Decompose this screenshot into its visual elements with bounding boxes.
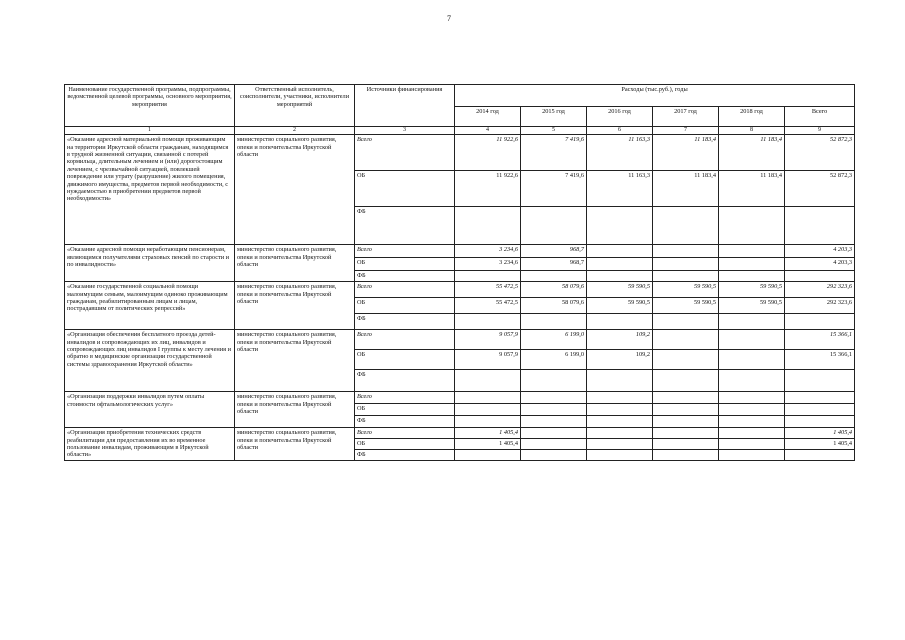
expense-value: [719, 258, 785, 271]
expense-value: 11 922,6: [455, 171, 521, 207]
expense-value: [785, 392, 855, 404]
expense-value: [653, 392, 719, 404]
expense-value: 58 079,6: [521, 298, 587, 314]
expense-value: 6 199,0: [521, 330, 587, 350]
measure-name: «Оказание адресной материальной помощи проживающим на территории Иркутской области гражданам, находящимся в трудной жизненной ситуации, связанной с потерей кормильца, длительным лечением и (или) дорогостоящим лечением, с чрезвычайной ситуацией, повлекшей повреждение или утрату (разрушение) жилого помещения, движимого имущества, предметов первой необходимости, с нуждаемостью в приобретении предметов первой необходимости»: [65, 135, 235, 245]
expense-value: [719, 370, 785, 392]
expense-value: 59 590,5: [653, 282, 719, 298]
header-responsible: Ответственный исполнитель, соисполнители, участники, исполнители мероприятий: [235, 85, 355, 127]
expense-value: [587, 207, 653, 245]
expense-value: 15 366,1: [785, 330, 855, 350]
expense-value: [521, 370, 587, 392]
expense-value: 58 079,6: [521, 282, 587, 298]
header-source: Источники финансирования: [355, 85, 455, 127]
expense-value: 4 203,3: [785, 245, 855, 258]
expense-value: [719, 428, 785, 439]
expense-value: [455, 207, 521, 245]
funding-source: ФБ: [355, 207, 455, 245]
expense-value: [587, 392, 653, 404]
expense-value: [587, 258, 653, 271]
col-number: 5: [521, 127, 587, 135]
expense-value: 7 419,6: [521, 171, 587, 207]
funding-source: Всего: [355, 330, 455, 350]
expense-value: 1 405,4: [455, 428, 521, 439]
expense-value: [653, 258, 719, 271]
expense-value: [785, 314, 855, 330]
expense-value: 52 872,3: [785, 171, 855, 207]
expense-value: [587, 404, 653, 416]
expense-value: [587, 271, 653, 282]
header-year: 2018 год: [719, 107, 785, 127]
expense-value: 7 419,6: [521, 135, 587, 171]
funding-source: Всего: [355, 135, 455, 171]
expense-value: [785, 271, 855, 282]
header-name: Наименование государственной программы, подпрограммы, ведомственной целевой программы, основного мероприятия, мероприятия: [65, 85, 235, 127]
expense-value: 59 590,5: [653, 298, 719, 314]
expense-value: [719, 330, 785, 350]
table-row: [65, 245, 855, 258]
expense-value: [521, 271, 587, 282]
expense-value: 55 472,5: [455, 298, 521, 314]
header-year: 2014 год: [455, 107, 521, 127]
expense-value: [455, 392, 521, 404]
expense-value: 11 183,4: [653, 135, 719, 171]
funding-source: ОБ: [355, 298, 455, 314]
expense-value: 59 590,5: [719, 298, 785, 314]
col-number: 9: [785, 127, 855, 135]
expense-value: 9 057,9: [455, 350, 521, 370]
funding-source: ОБ: [355, 439, 455, 450]
col-number: 3: [355, 127, 455, 135]
expense-value: [521, 314, 587, 330]
expense-value: [455, 416, 521, 428]
expense-value: [521, 392, 587, 404]
expense-value: [521, 439, 587, 450]
expense-value: [653, 416, 719, 428]
expense-value: [653, 370, 719, 392]
expense-value: [785, 450, 855, 461]
expense-value: 6 199,0: [521, 350, 587, 370]
expense-value: [455, 271, 521, 282]
expense-value: 3 234,6: [455, 258, 521, 271]
funding-source: ФБ: [355, 314, 455, 330]
responsible-executor: министерство социального развития, опеки и попечительства Иркутской области: [235, 282, 355, 330]
table-row: [65, 428, 855, 439]
expense-value: [587, 370, 653, 392]
expense-value: [785, 207, 855, 245]
responsible-executor: министерство социального развития, опеки и попечительства Иркутской области: [235, 428, 355, 461]
expense-value: 3 234,6: [455, 245, 521, 258]
funding-source: ОБ: [355, 171, 455, 207]
expense-value: 55 472,5: [455, 282, 521, 298]
expense-value: [719, 314, 785, 330]
expense-value: [521, 428, 587, 439]
expense-value: 15 366,1: [785, 350, 855, 370]
expense-value: [785, 416, 855, 428]
expense-value: [719, 392, 785, 404]
expense-value: [653, 450, 719, 461]
expense-value: [653, 330, 719, 350]
funding-source: ФБ: [355, 370, 455, 392]
expense-value: 292 323,6: [785, 298, 855, 314]
responsible-executor: министерство социального развития, опеки и попечительства Иркутской области: [235, 330, 355, 392]
expense-value: [785, 404, 855, 416]
expense-value: 11 163,3: [587, 171, 653, 207]
expense-value: [653, 207, 719, 245]
funding-source: ФБ: [355, 450, 455, 461]
col-number: 2: [235, 127, 355, 135]
expense-value: [719, 450, 785, 461]
header-year: 2015 год: [521, 107, 587, 127]
expense-value: [719, 416, 785, 428]
expense-value: 59 590,5: [587, 298, 653, 314]
expense-value: 11 163,3: [587, 135, 653, 171]
measure-name: «Организация поддержки инвалидов путем оплаты стоимости офтальмологических услуг»: [65, 392, 235, 428]
expense-value: [653, 428, 719, 439]
expense-value: [653, 271, 719, 282]
col-number: 6: [587, 127, 653, 135]
expense-value: [653, 404, 719, 416]
expense-value: [587, 314, 653, 330]
responsible-executor: министерство социального развития, опеки и попечительства Иркутской области: [235, 245, 355, 282]
col-number: 4: [455, 127, 521, 135]
funding-source: ФБ: [355, 416, 455, 428]
expense-value: 11 183,4: [719, 135, 785, 171]
funding-source: ОБ: [355, 258, 455, 271]
measure-name: «Оказание адресной помощи неработающим пенсионерам, являющимся получателями страховых пенсий по старости и по инвалидности»: [65, 245, 235, 282]
expense-value: 59 590,5: [587, 282, 653, 298]
expense-value: [587, 245, 653, 258]
expense-value: 9 057,9: [455, 330, 521, 350]
responsible-executor: министерство социального развития, опеки и попечительства Иркутской области: [235, 135, 355, 245]
expense-value: [587, 416, 653, 428]
expense-value: 11 183,4: [719, 171, 785, 207]
expense-value: [719, 271, 785, 282]
expense-value: 1 405,4: [455, 439, 521, 450]
expense-value: [587, 450, 653, 461]
col-number: 7: [653, 127, 719, 135]
expense-value: 11 922,6: [455, 135, 521, 171]
funding-source: Всего: [355, 428, 455, 439]
expense-value: [653, 314, 719, 330]
expense-value: [587, 428, 653, 439]
expense-value: 1 405,4: [785, 439, 855, 450]
expense-value: 109,2: [587, 350, 653, 370]
expense-value: [719, 207, 785, 245]
expense-value: [719, 350, 785, 370]
expense-value: [521, 404, 587, 416]
measure-name: «Организация обеспечения бесплатного проезда детей-инвалидов и сопровождающих их лиц, инвалидов и сопровождающих лиц инвалидов I группы к месту лечения и обратно в медицинские организации государственной системы здравоохранения Иркутской области»: [65, 330, 235, 392]
expense-value: [521, 207, 587, 245]
expense-value: 109,2: [587, 330, 653, 350]
page-number: 7: [447, 14, 451, 23]
measure-name: «Оказание государственной социальной помощи малоимущим семьям, малоимущим одиноко проживающим гражданам, реабилитированным лицам и лицам, пострадавшим от политических репрессий»: [65, 282, 235, 330]
funding-source: Всего: [355, 245, 455, 258]
table-row: [65, 135, 855, 171]
measure-name: «Организация приобретения технических средств реабилитации для предоставления их во временное пользование инвалидам, проживающим в Иркутской области»: [65, 428, 235, 461]
header-year: 2017 год: [653, 107, 719, 127]
expense-value: [587, 439, 653, 450]
expense-value: 968,7: [521, 258, 587, 271]
expense-value: [521, 450, 587, 461]
expense-value: [521, 416, 587, 428]
expense-value: [719, 439, 785, 450]
header-year: 2016 год: [587, 107, 653, 127]
table-row: [65, 330, 855, 350]
funding-source: Всего: [355, 282, 455, 298]
funding-source: ОБ: [355, 350, 455, 370]
expense-value: 1 405,4: [785, 428, 855, 439]
responsible-executor: министерство социального развития, опеки и попечительства Иркутской области: [235, 392, 355, 428]
expense-value: [455, 314, 521, 330]
expense-value: [719, 404, 785, 416]
expense-value: [653, 350, 719, 370]
funding-source: ФБ: [355, 271, 455, 282]
expenses-table: [64, 84, 855, 461]
expense-value: 59 590,5: [719, 282, 785, 298]
expense-value: [719, 245, 785, 258]
col-number: 1: [65, 127, 235, 135]
expense-value: 968,7: [521, 245, 587, 258]
expense-value: 292 323,6: [785, 282, 855, 298]
funding-source: Всего: [355, 392, 455, 404]
table-row: [65, 392, 855, 404]
expense-value: [785, 370, 855, 392]
header-total: Всего: [785, 107, 855, 127]
expense-value: [455, 370, 521, 392]
expense-value: [653, 245, 719, 258]
expense-value: [455, 450, 521, 461]
col-number: 8: [719, 127, 785, 135]
expense-value: 4 203,3: [785, 258, 855, 271]
expense-value: 52 872,3: [785, 135, 855, 171]
funding-source: ОБ: [355, 404, 455, 416]
expense-value: [455, 404, 521, 416]
header-expenses: Расходы (тыс.руб.), годы: [455, 85, 855, 107]
table-row: [65, 282, 855, 298]
expense-value: 11 183,4: [653, 171, 719, 207]
expense-value: [653, 439, 719, 450]
